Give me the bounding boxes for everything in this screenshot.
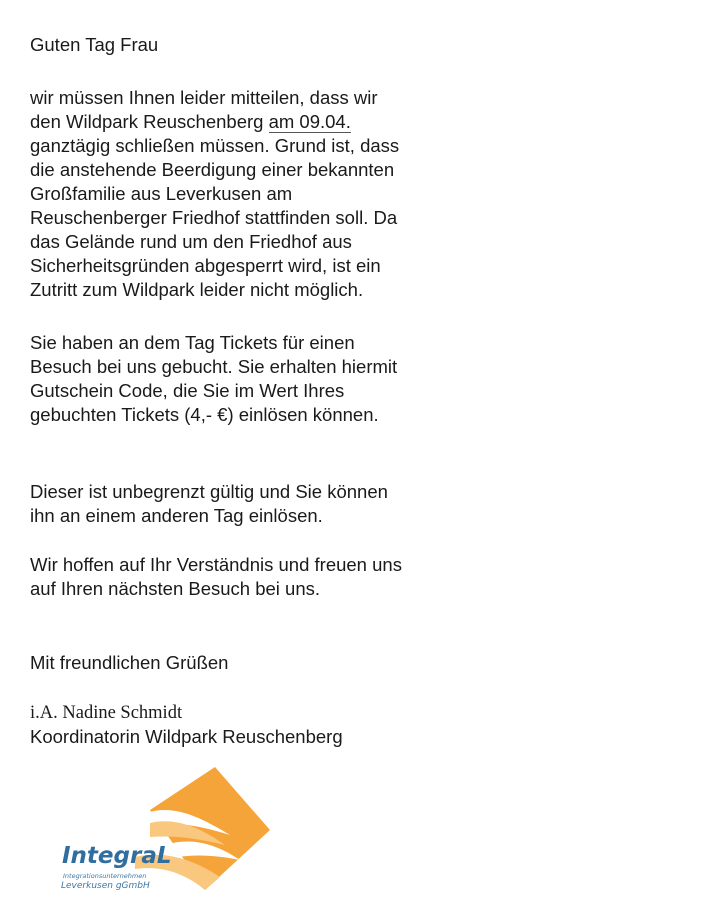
logo-name: IntegraL [62,843,172,869]
paragraph3-line: Dieser ist unbegrenzt gültig und Sie können [30,481,388,502]
paragraph1-line: Reuschenberger Friedhof stattfinden soll. Da [30,207,398,228]
paragraph1-line: das Gelände rund um den Friedhof aus [30,231,352,252]
paragraph2-line: Besuch bei uns gebucht. Sie erhalten hiermit [30,356,398,377]
closing-greeting: Mit freundlichen Grüßen [30,652,229,673]
signature-role: Koordinatorin Wildpark Reuschenberg [30,726,343,747]
salutation: Guten Tag Frau [30,34,159,55]
closing-date: am 09.04. [268,111,351,132]
logo-subtitle: Leverkusen gGmbH [61,881,150,891]
paragraph1-text: den Wildpark Reuschenberg [30,111,269,132]
integral-logo [55,765,275,900]
paragraph1-line: wir müssen Ihnen leider mitteilen, dass wir [30,87,378,108]
paragraph2-line: Sie haben an dem Tag Tickets für einen [30,332,355,353]
paragraph1-line: die anstehende Beerdigung einer bekannten [30,159,395,180]
paragraph1-line: ganztägig schließen müssen. Grund ist, dass [30,135,400,156]
paragraph1-line [30,110,351,134]
paragraph2-line: Gutschein Code, die Sie im Wert Ihres [30,380,345,401]
paragraph1-line: Sicherheitsgründen abgesperrt wird, ist ein [30,255,381,276]
logo-subtitle: Integrationsunternehmen [63,872,147,880]
paragraph4-line: auf Ihren nächsten Besuch bei uns. [30,578,321,599]
paragraph1-line: Großfamilie aus Leverkusen am [30,183,293,204]
paragraph1-line: Zutritt zum Wildpark leider nicht möglich. [30,279,364,300]
signature-name: i.A. Nadine Schmidt [30,703,183,723]
paragraph2-line: gebuchten Tickets (4,- €) einlösen können. [30,404,379,425]
paragraph4-line: Wir hoffen auf Ihr Verständnis und freuen uns [30,554,402,575]
paragraph3-line: ihn an einem anderen Tag einlösen. [30,505,323,526]
